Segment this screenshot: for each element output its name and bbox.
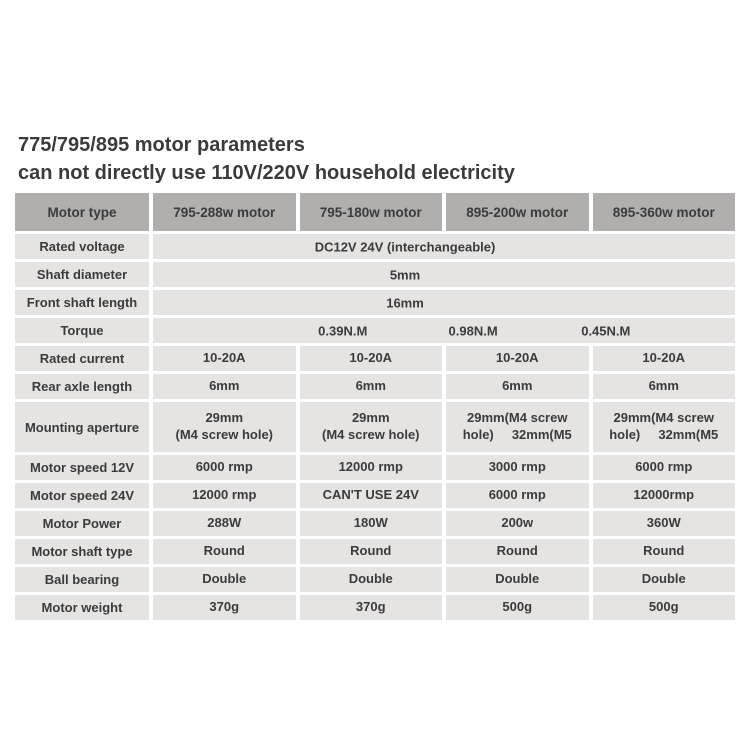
cell-text: Double [495,571,540,587]
cell-text: 500g [648,599,679,615]
merged-value-cell [153,262,735,287]
value-cell [153,346,296,371]
cell-text: 200w [501,515,534,531]
value-cell [300,374,443,399]
cell-text: Round [643,543,685,559]
cell-text: Double [641,571,686,587]
cell-text: 360W [646,515,681,531]
cell-text: 16mm [386,295,424,310]
value-cell [593,539,736,564]
value-cell [446,455,589,480]
value-cell [300,567,443,592]
cell-text: 0.39N.M [318,323,368,338]
cell-text: 370g [355,599,386,615]
page-title: 775/795/895 motor parameters [18,134,305,156]
cell-text: 12000 rmp [338,459,403,475]
value-cell [446,511,589,536]
cell-text: 10-20A [495,350,539,366]
merged-values-cell [153,318,735,343]
cell-text: 288W [207,515,242,531]
value-cell [446,595,589,620]
cell-text: 6000 rmp [195,459,253,475]
value-cell [446,346,589,371]
cell-text: 12000rmp [633,487,695,503]
value-cell [593,346,736,371]
cell-text: 10-20A [349,350,393,366]
cell-text: 3000 rmp [488,459,546,475]
value-cell [593,595,736,620]
cell-text: 6000 rmp [635,459,693,475]
row-label: Front shaft length [15,290,149,315]
row-label: Motor Power [15,511,149,536]
value-cell [593,402,736,452]
cell-text: Double [202,571,247,587]
row-label: Shaft diameter [15,262,149,287]
row-label: Torque [15,318,149,343]
cell-text: DC12V 24V (interchangeable) [314,239,496,254]
cell-text: 6000 rmp [488,487,546,503]
value-cell [446,402,589,452]
cell-text: 29mm [351,410,390,426]
merged-value-cell [153,290,735,315]
cell-text: (M4 screw hole) [321,427,420,442]
value-cell [300,539,443,564]
column-header: 795-180w motor [300,193,443,231]
cell-text: Double [348,571,393,587]
cell-text: 180W [353,515,388,531]
cell-text: Round [350,543,392,559]
value-cell [593,483,736,508]
cell-text: 6mm [355,378,386,394]
cell-text: 29mm(M4 screw [613,410,714,426]
merged-value-cell [153,234,735,259]
cell-text: 0.45N.M [581,323,631,338]
value-cell [593,567,736,592]
value-cell [153,374,296,399]
motor-parameters-table [15,193,735,620]
column-header: 795-288w motor [153,193,296,231]
cell-text: 0.98N.M [448,323,498,338]
value-cell [300,402,443,452]
cell-text: 6mm [502,378,533,394]
row-label: Rear axle length [15,374,149,399]
title-block [18,131,515,187]
value-cell [446,539,589,564]
row-label: Motor weight [15,595,149,620]
value-cell [153,511,296,536]
value-cell [593,455,736,480]
value-cell [153,539,296,564]
value-cell [153,483,296,508]
cell-text: Round [203,543,245,559]
cell-text: 370g [209,599,240,615]
cell-text: (M4 screw hole) [175,427,274,442]
value-cell [300,511,443,536]
cell-text: hole) 32mm(M5 [609,427,719,442]
cell-text: 29mm(M4 screw [467,410,568,426]
value-cell [300,346,443,371]
value-cell [300,595,443,620]
value-cell [446,483,589,508]
value-cell [593,511,736,536]
row-label: Mounting aperture [15,402,149,452]
cell-text: 6mm [209,378,240,394]
cell-text: 500g [502,599,533,615]
cell-text: 29mm [205,410,244,426]
cell-text: 10-20A [202,350,246,366]
value-cell [153,402,296,452]
corner-header: Motor type [15,193,149,231]
cell-text: 12000 rmp [192,487,257,503]
row-label: Rated voltage [15,234,149,259]
row-label: Motor speed 12V [15,455,149,480]
row-label: Motor shaft type [15,539,149,564]
value-cell [153,595,296,620]
value-cell [300,455,443,480]
value-cell [446,567,589,592]
row-label: Motor speed 24V [15,483,149,508]
column-header: 895-200w motor [446,193,589,231]
cell-text: 6mm [648,378,679,394]
value-cell [153,455,296,480]
value-cell [446,374,589,399]
cell-text: 10-20A [642,350,686,366]
value-cell [593,374,736,399]
value-cell [153,567,296,592]
cell-text: hole) 32mm(M5 [462,427,572,442]
column-header: 895-360w motor [593,193,736,231]
cell-text: CAN'T USE 24V [322,487,419,503]
cell-text: 5mm [389,267,421,282]
row-label: Ball bearing [15,567,149,592]
row-label: Rated current [15,346,149,371]
page-subtitle: can not directly use 110V/220V household electricity [18,162,515,184]
value-cell [300,483,443,508]
cell-text: Round [496,543,538,559]
